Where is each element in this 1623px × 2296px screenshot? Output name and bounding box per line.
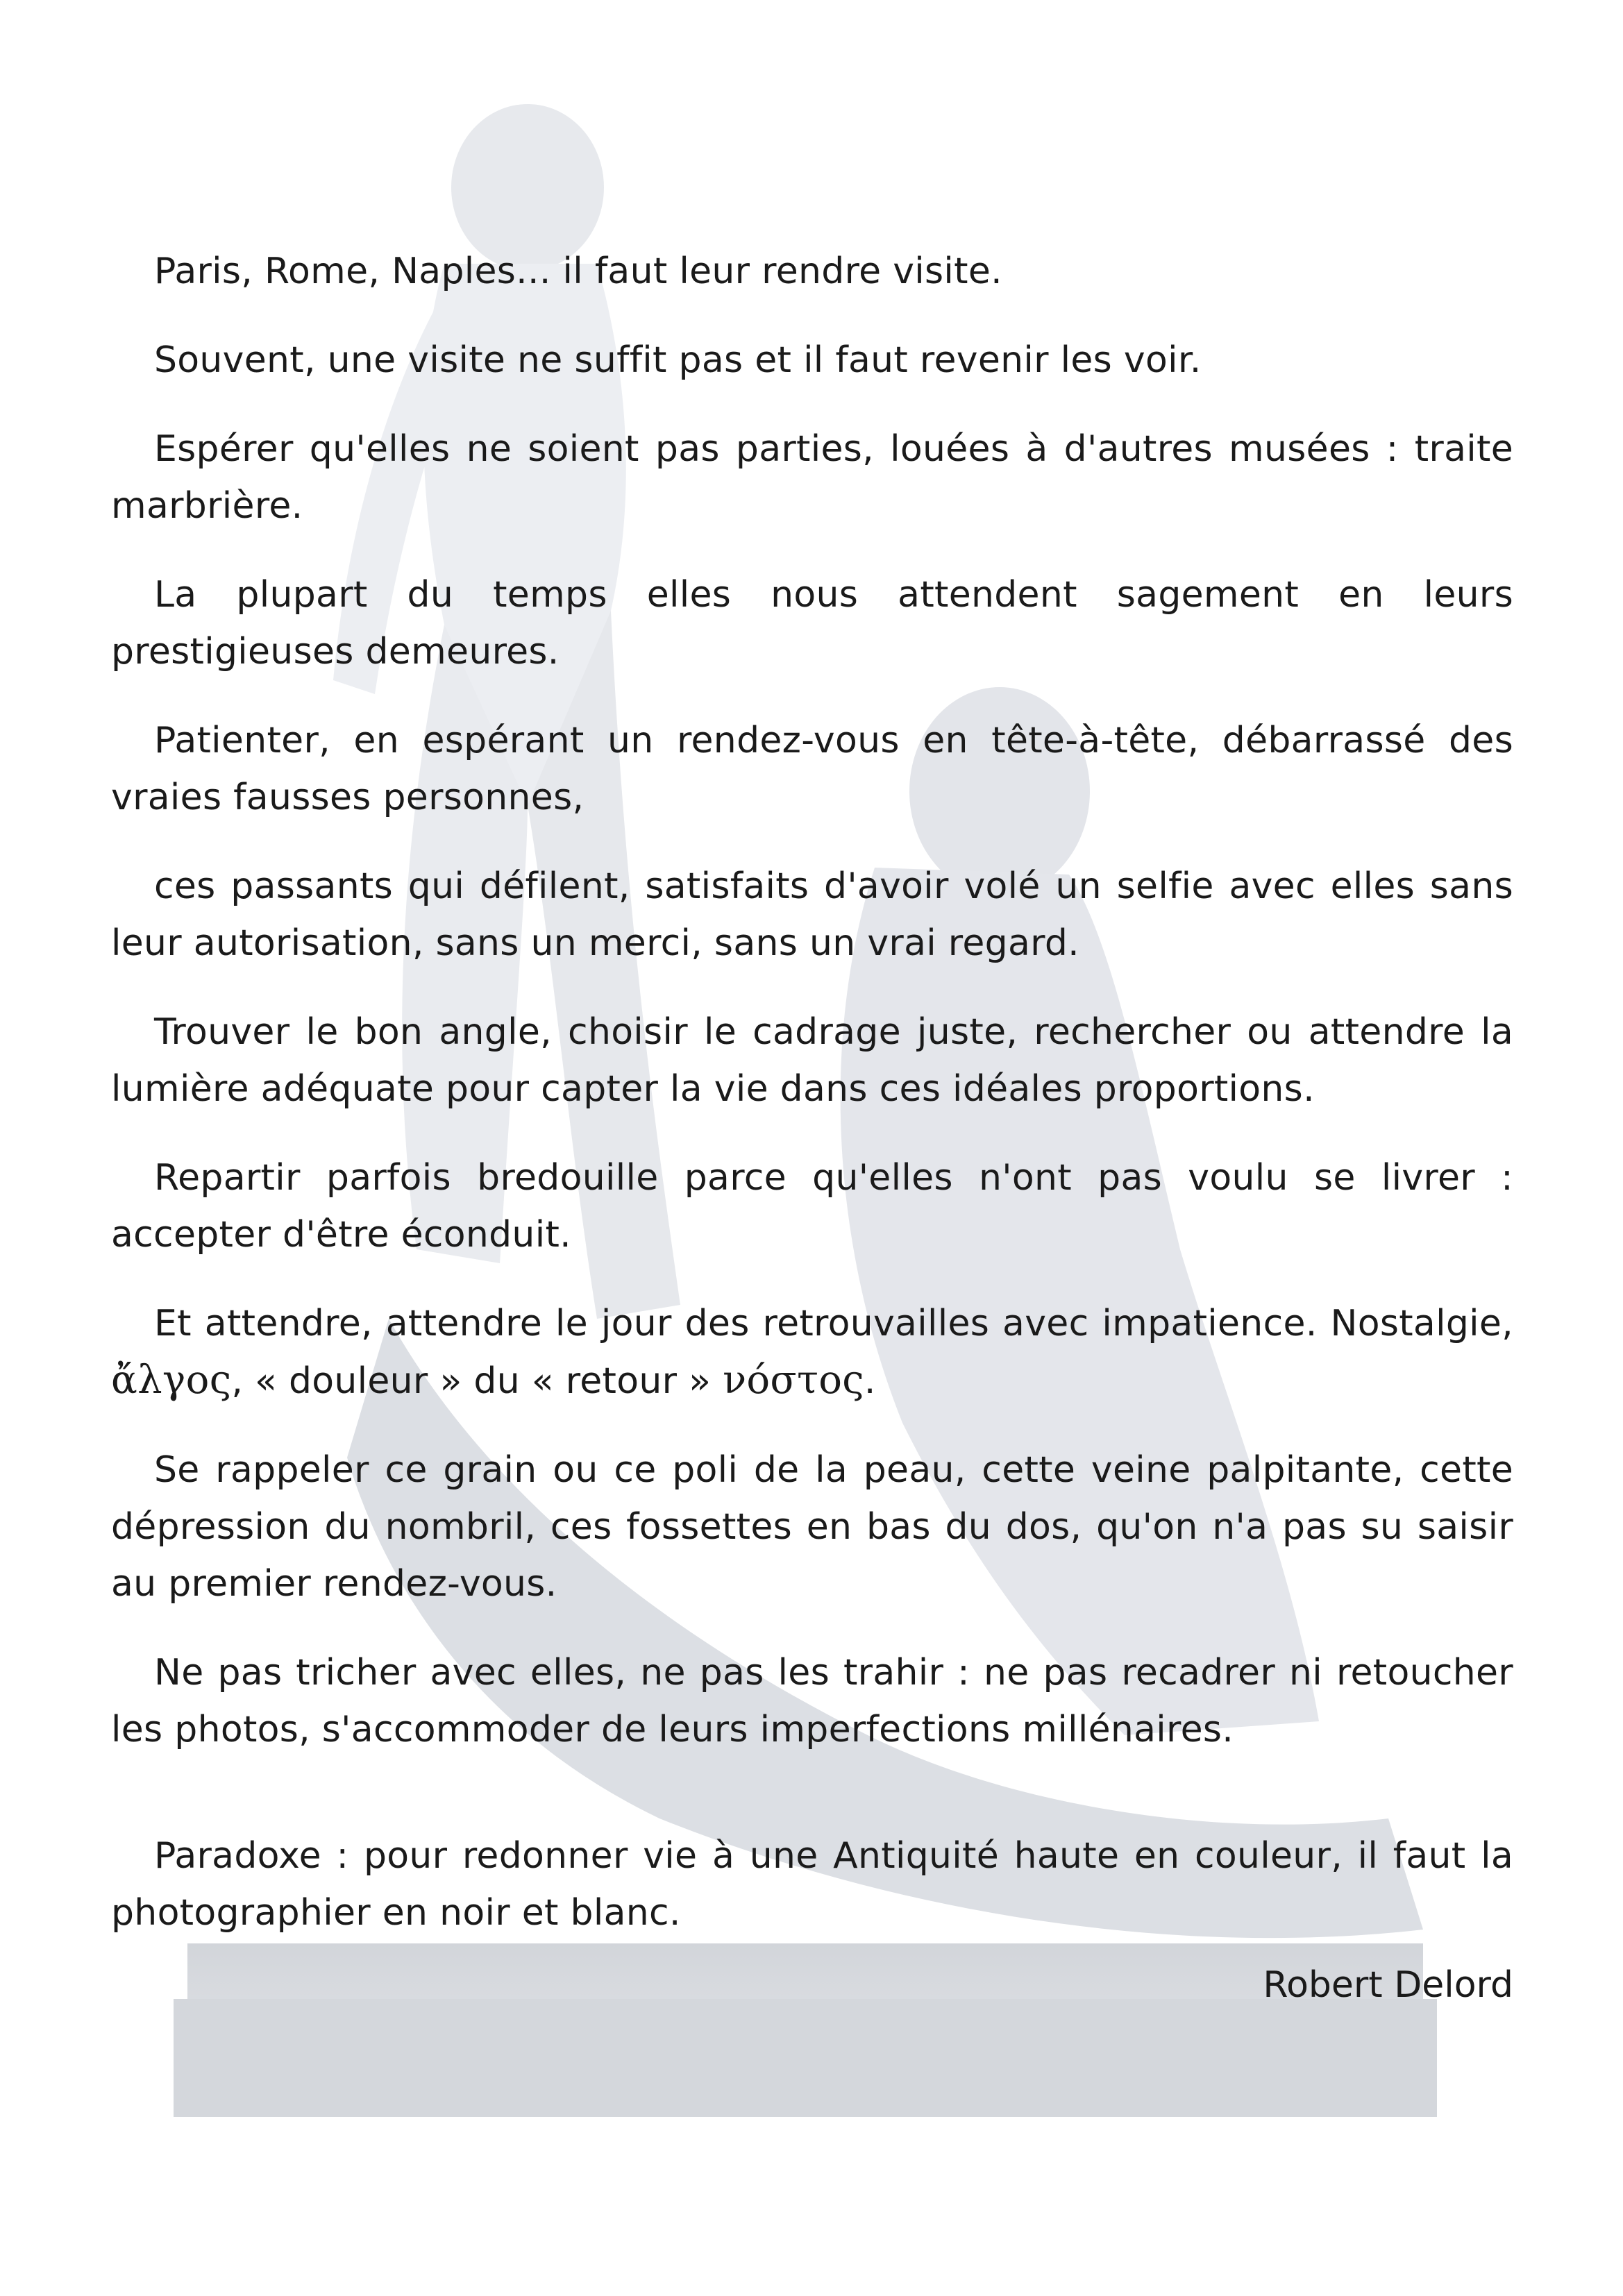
greek-word-nostos: νόστος: [723, 1358, 864, 1403]
paragraph-4: La plupart du temps elles nous attendent sagement en leurs prestigieuses demeures.: [111, 574, 1513, 673]
nostalgia-text-2: , « douleur » du « retour »: [231, 1360, 723, 1402]
paragraph-1: Paris, Rome, Naples... il faut leur rendre visite.: [154, 251, 1002, 292]
paragraph-final: Paradoxe : pour redonner vie à une Antiquité haute en couleur, il faut la photographier en noir et blanc.: [111, 1835, 1513, 1934]
greek-word-algos: ἄλγος: [111, 1358, 232, 1403]
nostalgia-text-3: .: [864, 1360, 876, 1402]
poem-text-block: [111, 243, 1513, 2014]
author-signature: Robert Delord: [1263, 1964, 1513, 2006]
paragraph-7: Trouver le bon angle, choisir le cadrage juste, rechercher ou attendre la lumière adéquate pour capter la vie dans ces idéales proportions.: [111, 1011, 1513, 1110]
paragraph-2: Souvent, une visite ne suffit pas et il faut revenir les voir.: [154, 339, 1202, 381]
paragraph-11: Ne pas tricher avec elles, ne pas les trahir : ne pas recadrer ni retoucher les photos, s'accommoder de leurs imperfections millénaires.: [111, 1652, 1513, 1750]
paragraph-nostalgia: [111, 1295, 1513, 1410]
paragraph-8: Repartir parfois bredouille parce qu'elles n'ont pas voulu se livrer : accepter d'être éconduit.: [111, 1157, 1513, 1256]
paragraph-6: ces passants qui défilent, satisfaits d'avoir volé un selfie avec elles sans leur autorisation, sans un merci, sans un vrai regard.: [111, 866, 1513, 964]
paragraph-3: Espérer qu'elles ne soient pas parties, louées à d'autres musées : traite marbrière.: [111, 428, 1513, 527]
paragraph-5: Patienter, en espérant un rendez-vous en tête-à-tête, débarrassé des vraies fausses personnes,: [111, 720, 1513, 818]
paragraph-10: Se rappeler ce grain ou ce poli de la peau, cette veine palpitante, cette dépression du nombril, ces fossettes en bas du dos, qu'on n'a pas su saisir au premier rendez-vous.: [111, 1449, 1513, 1605]
nostalgia-text-1: Et attendre, attendre le jour des retrouvailles avec impatience. Nostalgie,: [154, 1303, 1513, 1344]
